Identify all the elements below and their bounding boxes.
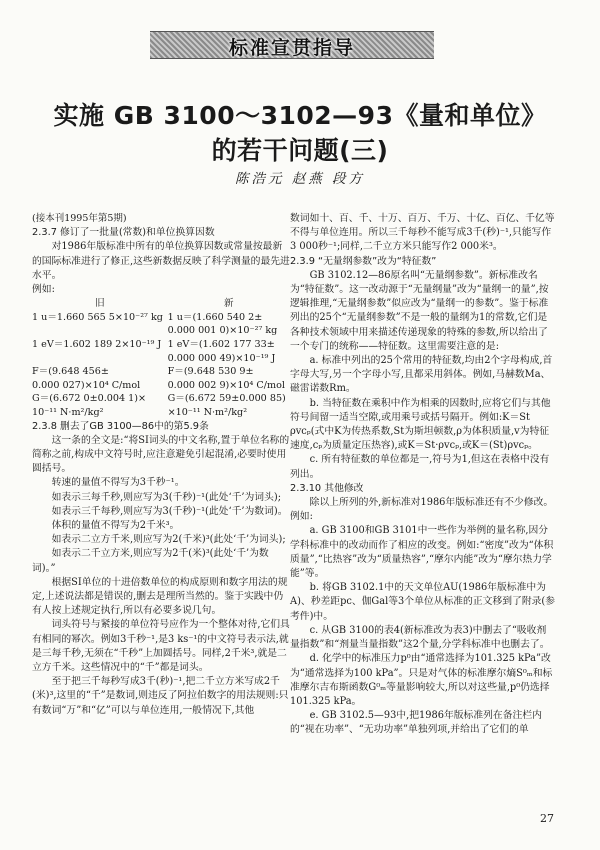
list-item: d. 化学中的标准压力p⁰由“通常选择为101.325 kPa”改为“通常选择为100 kPa”。只是对气体的标准摩尔熵S⁰ₘ和标准摩尔吉布斯函数G⁰ₘ等量影响较大,所以对这些量,p⁰仍选择101.325 kPa。 xyxy=(290,653,553,707)
table-row xyxy=(32,392,290,406)
table-cell: 0.000 002 9)×10⁴ C/mol xyxy=(167,379,285,391)
paragraph: 对1986年版标准中所有的单位换算因数或常量按最新的国际标准进行了修正,这些新数据反映了科学测量的最先进水平。 xyxy=(32,241,290,281)
table-cell: F＝(9.648 456± xyxy=(32,366,109,378)
section-heading-2-3-10: 2.3.10 其他修改 xyxy=(290,482,364,494)
table-row xyxy=(32,365,290,379)
paragraph: 如表示三千每秒,则应写为3(千秒)⁻¹(此处‘千’为数词)。 xyxy=(51,505,288,517)
section-heading-2-3-8: 2.3.8 删去了GB 3100—86中的第5.9条 xyxy=(32,420,209,432)
table-row xyxy=(32,338,290,352)
paragraph: 如表示二立方千米,则应写为2(千米)³(此处‘千’为词头); xyxy=(51,534,286,546)
table-row xyxy=(32,324,290,338)
section-heading-2-3-7: 2.3.7 修订了一批量(常数)和单位换算因数 xyxy=(32,227,215,239)
table-cell: 0.000 027)×10⁴ C/mol xyxy=(32,379,141,391)
table-cell: F＝(9.648 530 9± xyxy=(167,366,254,378)
list-item: a. 标准中列出的25个常用的特征数,均由2个字母构成,首字母大写,另一个字母小写,且都采用斜体。例如,马赫数Ma、磁雷诺数Rm。 xyxy=(290,355,553,395)
column-header-old: 旧 xyxy=(94,298,105,310)
table-cell: 1 u＝(1.660 540 2± xyxy=(167,311,263,323)
table-cell: 1 eV＝1.602 189 2×10⁻¹⁹ J xyxy=(32,339,162,350)
column-header-new: 新 xyxy=(223,298,234,310)
paragraph: 体积的量值不得写为2千米³。 xyxy=(51,519,180,531)
paragraph: 如表示三每千秒,则应写为3(千秒)⁻¹(此处‘千’为词头); xyxy=(51,491,281,503)
article-title-line1: 实施 GB 3100～3102—93《量和单位》 xyxy=(53,101,547,130)
right-column xyxy=(290,212,556,738)
table-row xyxy=(32,406,290,420)
paragraph: GB 3102.12—86原名叫“无量纲参数”。新标准改名为“特征数”。这一改动源于“无量纲量”改为“量纲一的量”,按逻辑推理,“无量纲参数”似应改为“量纲一的参数”。鉴于标准列出的25个“无量纲参数”不是一般的量纲为1的常数,它们是各种技术领域中用来描述传递现象的特殊的参数,所以给出了一个专门的统称——特征数。这里需要注意的是: xyxy=(290,269,549,352)
list-item: e. GB 3102.5—93中,把1986年版标准列在备注栏内的“视在功率”、“无功功率”单独列项,并给出了它们的单 xyxy=(290,710,542,736)
left-column xyxy=(32,212,290,718)
list-item: c. 所有特征数的单位都是一,符号为1,但这在表格中没有列出。 xyxy=(290,454,550,480)
article-title-line2: 的若干问题(三) xyxy=(211,136,389,165)
conversion-table xyxy=(32,297,290,419)
list-item: c. 从GB 3100的表4(新标准改为表3)中删去了“吸收剂量指数”和“剂量当量指数”这2个量,分学科标准中也删去了。 xyxy=(290,624,550,651)
table-cell: 0.000 000 49)×10⁻¹⁹ J xyxy=(167,352,276,364)
paragraph: 至于把三千每秒写成3千(秒)⁻¹,把二千立方米写成2千(米)³,这里的“千”是数词,则违反了阿拉伯数字的用法规则:只有数词“万”和“亿”可以与单位连用,一般情况下,其他 xyxy=(32,676,289,716)
source-note: (接本刊1995年第5期) xyxy=(32,213,127,224)
banner-title: 标准宣贯指导 xyxy=(228,37,355,59)
table-cell: 10⁻¹¹ N·m²/kg² xyxy=(32,406,104,418)
table-cell: G＝(6.672 59±0.000 85) xyxy=(167,393,286,405)
column-banner xyxy=(150,31,434,59)
table-cell: 0.000 001 0)×10⁻²⁷ kg xyxy=(167,325,278,337)
table-row xyxy=(32,311,290,325)
paragraph: 这一条的全文是:“将SI词头的中文名称,置于单位名称的简称之前,构成中文符号时,应注意避免引起混淆,必要时使用圆括号。 xyxy=(32,434,290,475)
table-cell: 1 eV＝(1.602 177 33± xyxy=(167,339,275,350)
table-row xyxy=(32,379,290,393)
table-row xyxy=(32,352,290,366)
authors: 陈浩元 赵燕 段方 xyxy=(234,171,366,187)
example-label: 例如: xyxy=(32,284,55,296)
list-item: a. GB 3100和GB 3101中一些作为举例的量名称,因分学科标准中的改动而作了相应的改变。例如:“密度”改为“体积质量”,“比热容”改为“质量热容”,“摩尔内能”改为“摩尔热力学能”等。 xyxy=(290,525,554,580)
list-item: b. 将GB 3102.1中的天文单位AU(1986年版标准中为A)、秒差距pc、伽Gal等3个单位从标准的正文移到了附录(参考件)中。 xyxy=(290,582,556,622)
paragraph: 根据SI单位的十进倍数单位的构成原则和数字用法的规定,上述说法都是错误的,删去是理所当然的。鉴于实践中仍有人按上述规定执行,所以有必要多说几句。 xyxy=(32,576,288,617)
paragraph: 转速的量值不得写为3千秒⁻¹。 xyxy=(51,477,185,489)
page-number: 27 xyxy=(540,812,554,825)
paragraph: 除以上所列的外,新标准对1986年版标准还有不少修改。例如: xyxy=(290,497,554,523)
paragraph: 词头符号与紧接的单位符号应作为一个整体对待,它们具有相同的幂次。例如3千秒⁻¹,是3 ks⁻¹的中文符号表示法,就是三每千秒,无须在“千秒”上加圆括号。同样,2千米³,就是二立方千米。这些情况中的“千”都是词头。 xyxy=(32,619,290,674)
list-item: b. 当特征数在乘积中作为相乘的因数时,应将它们与其他符号间留一适当空隙,或用乘号或括号隔开。例如:K＝St ρvcₚ(式中K为传热系数,St为斯坦顿数,ρ为体积质量,v为特征速度,cₚ为质量定压热容),或K＝St·ρvcₚ,或K＝(St)ρvcₚ。 xyxy=(290,397,551,452)
table-cell xyxy=(32,352,168,366)
table-cell xyxy=(32,324,168,338)
table-cell: 1 u＝1.660 565 5×10⁻²⁷ kg xyxy=(32,311,163,323)
table-cell: G＝(6.672 0±0.004 1)× xyxy=(32,393,147,405)
paragraph: 数词如十、百、千、十万、百万、千万、十亿、百亿、千亿等不得与单位连用。所以三千每秒不能写成3千(秒)⁻¹,只能写作3 000秒⁻¹;同样,二千立方米只能写作2 000米³。 xyxy=(290,213,555,253)
paragraph: 如表示二千立方米,则应写为2千(米)³(此处‘千’为数词)。” xyxy=(32,548,269,574)
table-header-row xyxy=(32,297,290,311)
table-cell: ×10⁻¹¹ N·m²/kg² xyxy=(167,406,248,418)
section-heading-2-3-9: 2.3.9 “无量纲参数”改为“特征数” xyxy=(290,255,437,267)
